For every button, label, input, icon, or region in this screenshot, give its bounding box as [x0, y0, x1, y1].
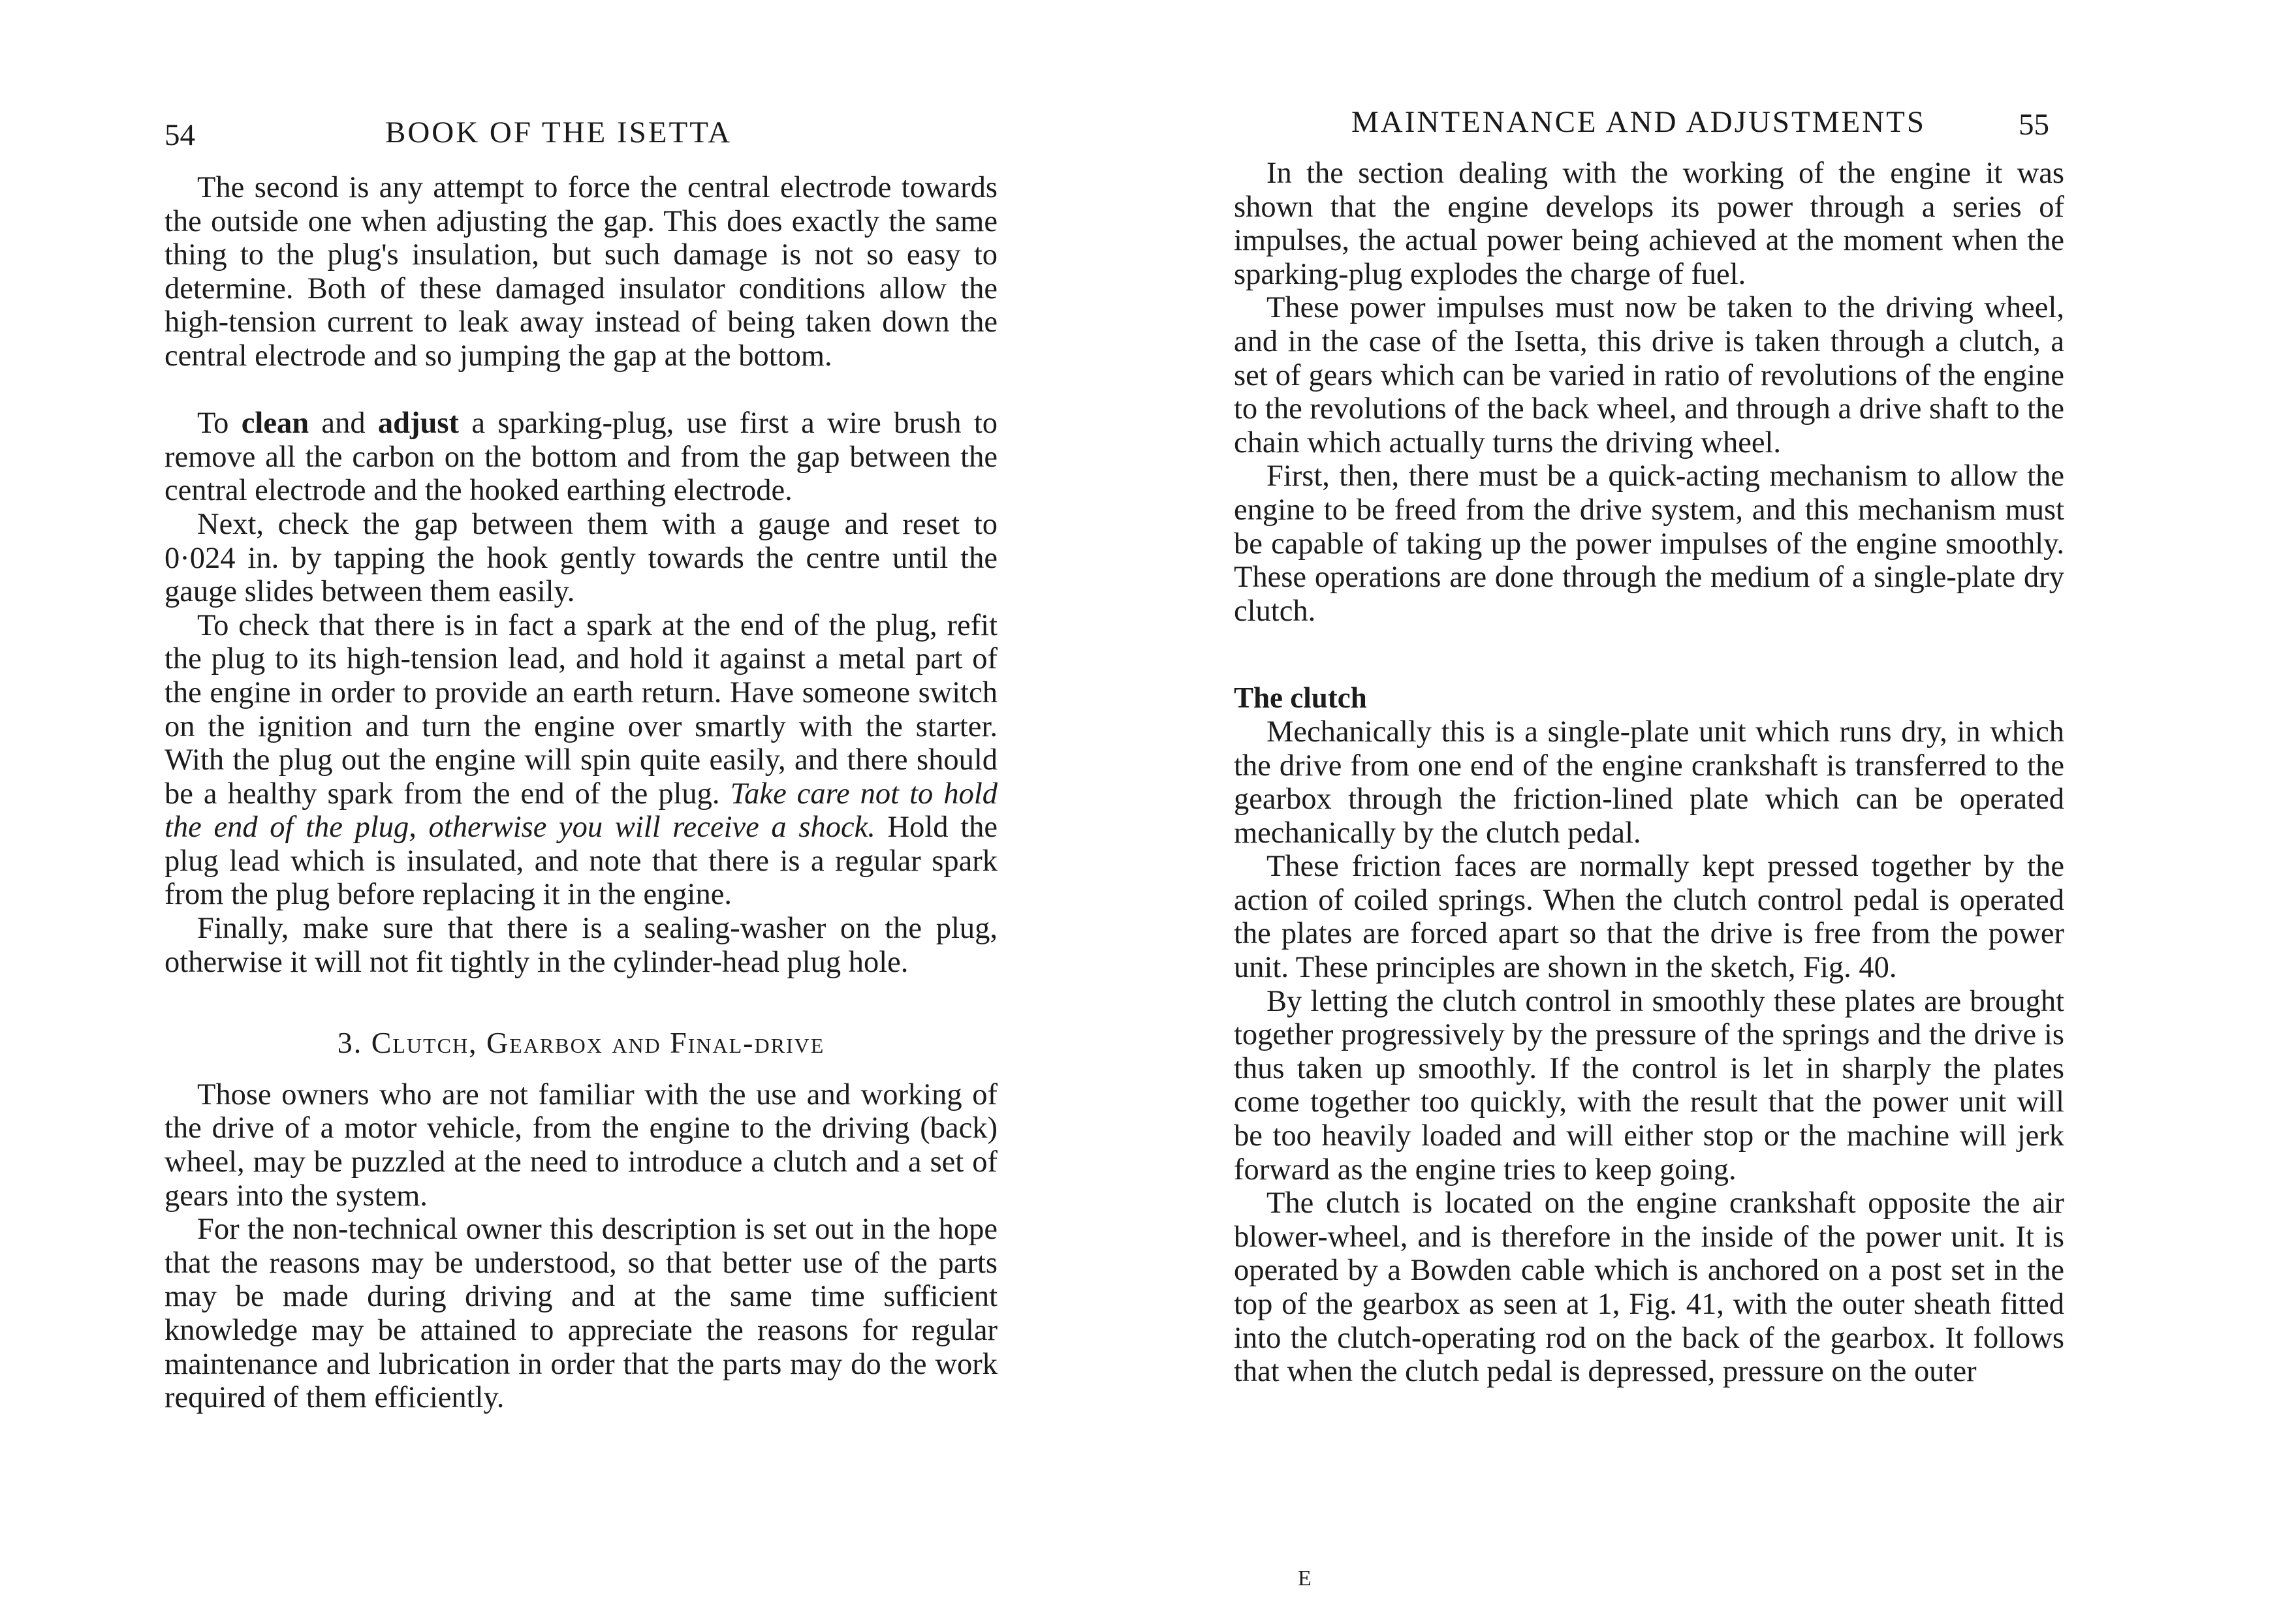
text-run: a sparking-plug, use first a wire brush to remove all the carbon on the bottom and from the gap between the central electrode and the hooked earthing electrode.	[165, 407, 998, 508]
paragraph: In the section dealing with the working of the engine it was shown that the engine develops its power through a series of impulses, the actual power being achieved at the moment when the sparking-plug explodes the charge of fuel.	[1234, 157, 2064, 291]
right-page	[1148, 0, 2296, 1614]
text-run: and	[309, 407, 378, 441]
text-run: To check that there is in fact a spark at the end of the plug, refit the plug to its high-tension lead, and hold it against a metal part of the engine in order to provide an earth return. Have someone switch on the ignition and turn the engine over smartly with the starter. With the plug out the engine will spin quite easily, and there should be a healthy spark from the end of the plug.	[165, 608, 998, 811]
text-run: Hold the plug lead which is insulated, and note that there is a regular spark from the plug before replacing it in the engine.	[165, 811, 998, 912]
right-text-column	[1234, 157, 2064, 1389]
paragraph: First, then, there must be a quick-acting mechanism to allow the engine to be freed from the drive system, and this mechanism must be capable of taking up the power impulses of the engine smoothly. These operations are done through the medium of a single-plate dry clutch.	[1234, 459, 2064, 628]
paragraph: The clutch is located on the engine crankshaft opposite the air blower-wheel, and is therefore in the inside of the power unit. It is operated by a Bowden cable which is anchored on a post set in the top of the gearbox as seen at 1, Fig. 41, with the outer sheath fitted into the clutch-operating rod on the back of the gearbox. It follows that when the clutch pedal is depressed, pressure on the outer	[1234, 1187, 2064, 1389]
section-heading: 3. Clutch, Gearbox and Final-drive	[337, 1026, 825, 1060]
page-number: 54	[165, 118, 195, 152]
running-head: BOOK OF THE ISETTA	[385, 116, 732, 149]
bold-term-adjust: adjust	[377, 407, 459, 441]
paragraph-clean-adjust	[165, 407, 998, 508]
left-text-column	[165, 171, 998, 1415]
paragraph: Next, check the gap between them with a gauge and reset to 0·024 in. by tapping the hook gently towards the centre until the gauge slides between them easily.	[165, 507, 998, 609]
paragraph: Mechanically this is a single-plate unit which runs dry, in which the drive from one end of the engine crankshaft is transferred to the gearbox through the friction-lined plate which can be operated mechanically by the clutch pedal.	[1234, 715, 2064, 850]
paragraph: These friction faces are normally kept pressed together by the action of coiled springs. When the clutch control pedal is operated the plates are forced apart so that the drive is free from the power unit. These principles are shown in the sketch, Fig. 40.	[1234, 850, 2064, 985]
text-run: To	[197, 407, 242, 441]
paragraph-spark-check	[165, 609, 998, 912]
paragraph: Finally, make sure that there is a sealing-washer on the plug, otherwise it will not fit tightly in the cylinder-head plug hole.	[165, 912, 998, 979]
paragraph: For the non-technical owner this description is set out in the hope that the reasons may be understood, so that better use of the parts may be made during driving and at the same time sufficient knowledge may be attained to appreciate the reasons for regular maintenance and lubrication in order that the parts may do the work required of them efficiently.	[165, 1213, 998, 1415]
paragraph: These power impulses must now be taken to the driving wheel, and in the case of the Isetta, this drive is taken through a clutch, a set of gears which can be varied in ratio of revolutions of the engine to the revolutions of the back wheel, and through a drive shaft to the chain which actually turns the driving wheel.	[1234, 291, 2064, 459]
signature-mark: E	[1298, 1566, 1312, 1591]
bold-term-clean: clean	[241, 407, 309, 441]
paragraph: Those owners who are not familiar with the use and working of the drive of a motor vehicle, from the engine to the driving (back) wheel, may be puzzled at the need to introduce a clutch and a set of gears into the system.	[165, 1078, 998, 1213]
page-number: 55	[2019, 108, 2049, 142]
paragraph: By letting the clutch control in smoothly these plates are brought together progressively by the pressure of the springs and the drive is thus taken up smoothly. If the control is let in sharply the plates come together too quickly, with the result that the power unit will be too heavily loaded and will either stop or the machine will jerk forward as the engine tries to keep going.	[1234, 984, 2064, 1187]
running-head: MAINTENANCE AND ADJUSTMENTS	[1351, 105, 1926, 139]
subheading: The clutch	[1234, 681, 1367, 715]
paragraph: The second is any attempt to force the central electrode towards the outside one when adjusting the gap. This does exactly the same thing to the plug's insulation, but such damage is not so easy to determine. Both of these damaged insulator conditions allow the high-tension current to leak away instead of being taken down the central electrode and so jumping the gap at the bottom.	[165, 171, 998, 373]
italic-warning: Take care not to hold the end of the plug, otherwise you will receive a shock.	[165, 777, 998, 845]
